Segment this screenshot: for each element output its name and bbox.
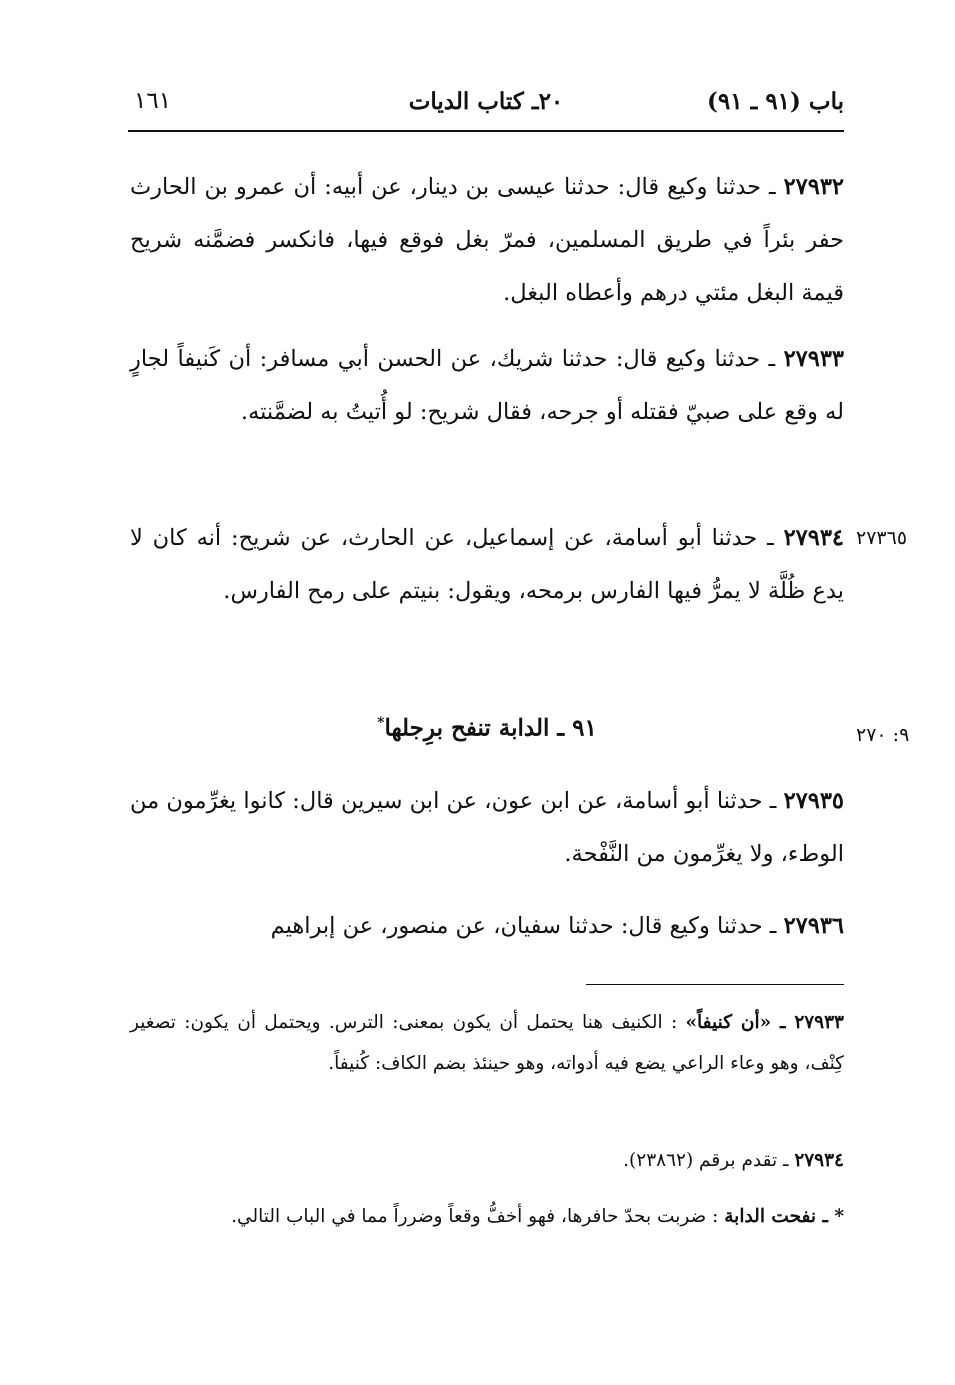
page-number: ١٦١ (134, 88, 172, 114)
chapter-range: باب (٩١ ـ ٩١) (706, 88, 844, 115)
margin-reference: ٢٧٣٦٥ (856, 527, 908, 549)
hadith-text: ـ حدثنا وكيع قال: حدثنا شريك، عن الحسن أبي مسافر: أن كَنيفاً لجارٍ له وقع على صبيّ فقتله أو جرحه، فقال شريح: لو أُتيتُ به لضمَّنته. (130, 346, 844, 425)
hadith-text: ـ حدثنا وكيع قال: حدثنا عيسى بن دينار، عن أبيه: أن عمرو بن الحارث حفر بئراً في طريق المسلمين، فمرّ بغل فوقع فيها، فانكسر فضمَّنه شريح قيمة البغل مئتي درهم وأعطاه البغل. (130, 174, 844, 306)
footnote-text: : ضربت بحدّ حافرها، فهو أخفُّ وقعاً وضرراً مما في الباب التالي. (231, 1206, 725, 1227)
footnote-divider (586, 984, 844, 985)
hadith-27933 (130, 333, 844, 439)
footnote-text: : الكنيف هنا يحتمل أن يكون بمعنى: الترس. ويحتمل أن يكون: تصغير كِنْف، وهو وعاء الراعي يضع فيه أدواته، وهو حينئذ بضم الكاف: كُنيفاً. (130, 1012, 844, 1074)
hadith-27935 (130, 775, 844, 881)
footnote-star-note (130, 1196, 844, 1237)
footnote-label: ٢٧٩٣٣ ـ «أن كنيفاً» (685, 1012, 844, 1033)
hadith-text: ـ حدثنا وكيع قال: حدثنا سفيان، عن منصور، عن إبراهيم (270, 913, 784, 939)
section-title-text: ٩١ ـ الدابة تنفح برِجلها (384, 714, 597, 742)
hadith-text: ـ حدثنا أبو أسامة، عن ابن عون، عن ابن سيرين قال: كانوا يغرِّمون من الوطء، ولا يغرِّمون من النَّفْحة. (130, 788, 844, 867)
hadith-27934 (130, 512, 844, 618)
footnote-27933 (130, 1002, 844, 1084)
hadith-number: ٢٧٩٣٥ (783, 788, 844, 814)
section-heading (130, 698, 844, 754)
footnote-27934 (130, 1140, 844, 1181)
hadith-27932 (130, 161, 844, 320)
hadith-27936 (130, 900, 844, 953)
footnote-label: ٢٧٩٣٤ (794, 1150, 844, 1171)
header-divider (128, 130, 844, 132)
footnote-label: * ـ نفحت الدابة (724, 1206, 844, 1227)
footnote-star: * (377, 715, 385, 731)
hadith-number: ٢٧٩٣٦ (783, 913, 844, 939)
hadith-text: ـ حدثنا أبو أسامة، عن إسماعيل، عن الحارث، عن شريح: أنه كان لا يدع ظُلَّة لا يمرُّ فيها الفارس برمحه، ويقول: بنيتم على رمح الفارس. (130, 525, 844, 604)
footnote-text: ـ تقدم برقم (٢٣٨٦٢). (623, 1150, 795, 1171)
section-margin-reference: ٩: ٢٧٠ (856, 724, 910, 746)
book-title: ٢٠ـ كتاب الديات (408, 88, 564, 115)
hadith-number: ٢٧٩٣٤ (783, 525, 844, 551)
hadith-number: ٢٧٩٣٣ (783, 346, 844, 372)
hadith-number: ٢٧٩٣٢ (783, 174, 844, 200)
page-header (128, 84, 844, 124)
